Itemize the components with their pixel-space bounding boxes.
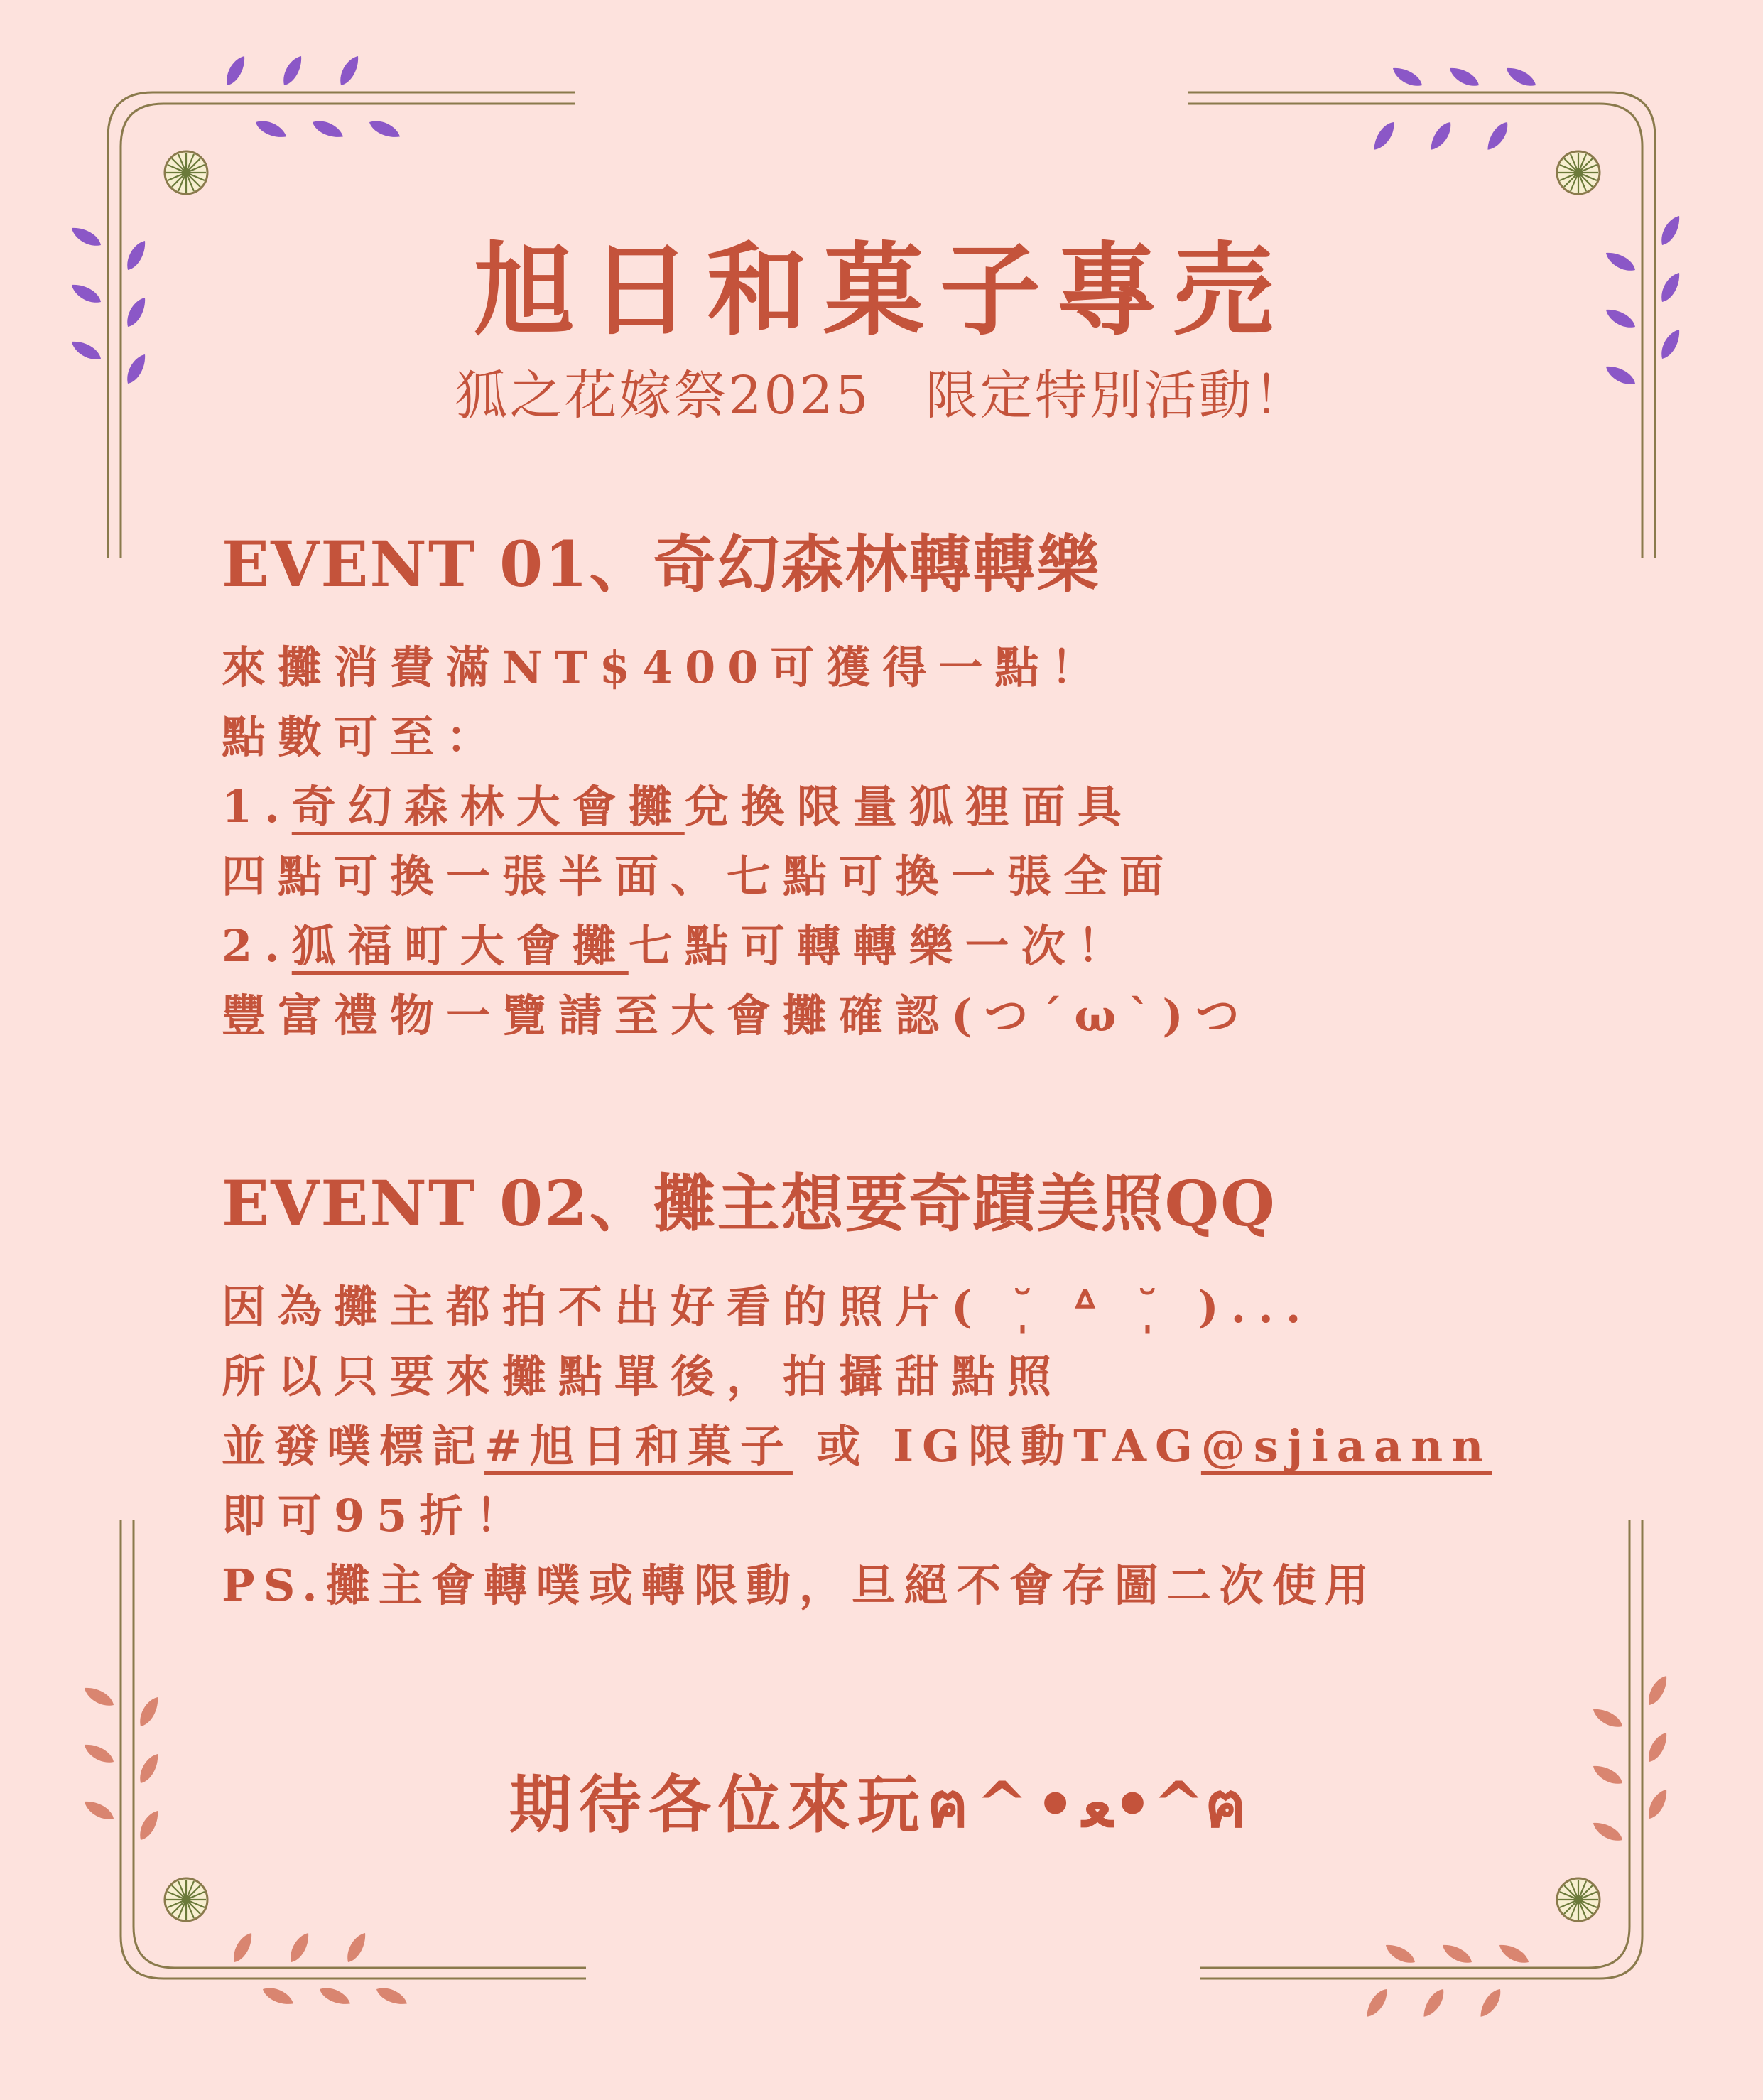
event1-line4: 四點可換一張半面、七點可換一張全面 xyxy=(222,850,1176,902)
event1-venue-link-1: 奇幻森林大會攤 xyxy=(291,781,685,833)
event1-heading-prefix: EVENT 01 xyxy=(222,527,590,601)
event1-line3-prefix: 1. xyxy=(222,781,292,833)
event2-heading xyxy=(222,1154,1276,1244)
event2-line4: 即可95折！ xyxy=(222,1490,532,1542)
event2-heading-separator: 、 xyxy=(589,1167,653,1240)
event1-heading xyxy=(222,515,1100,605)
event1-line2: 點數可至： xyxy=(222,711,503,763)
event2-line5: PS.攤主會轉噗或轉限動，旦絕不會存圖二次使用 xyxy=(222,1559,1377,1611)
event1-line5 xyxy=(222,911,1134,974)
page-subtitle: 狐之花嫁祭2025 限定特別活動！ xyxy=(455,365,1308,426)
page-title: 旭日和菓子專売 xyxy=(474,232,1289,350)
event2-line3 xyxy=(222,1411,1492,1474)
event2-line3-prefix: 並發噗標記 xyxy=(222,1420,485,1472)
event1-line5-rest: 七點可轉轉樂一次！ xyxy=(628,920,1134,972)
event2-line2: 所以只要來攤點單後，拍攝甜點照 xyxy=(222,1351,1064,1402)
event1-venue-link-2: 狐福町大會攤 xyxy=(291,920,629,972)
event2-line1: 因為攤主都拍不出好看的照片( ˘̩̩̩̩̩̩ ᐞ ˘̩̩̩̩̩̩ )... xyxy=(222,1281,1313,1333)
event2-line3-mid: 或 IG限動TAG xyxy=(792,1420,1201,1472)
closing-message: 期待各位來玩ฅ^•ﻌ•^ฅ xyxy=(509,1768,1254,1841)
event2-heading-name: 攤主想要奇蹟美照QQ xyxy=(653,1167,1276,1240)
event1-heading-separator: 、 xyxy=(589,527,653,601)
event1-line1: 來攤消費滿NT$400可獲得一點！ xyxy=(222,642,1107,693)
event1-line5-prefix: 2. xyxy=(222,920,292,972)
event1-line6: 豐富禮物一覽請至大會攤確認(つ´ω`)つ xyxy=(222,990,1252,1041)
event2-ig-handle: @sjiaann xyxy=(1200,1420,1492,1472)
event2-heading-prefix: EVENT 02 xyxy=(222,1167,590,1240)
event1-line3 xyxy=(222,772,1134,835)
event1-heading-name: 奇幻森林轉轉樂 xyxy=(653,527,1101,601)
event1-line3-rest: 兌換限量狐狸面具 xyxy=(684,781,1134,833)
event2-hashtag: #旭日和菓子 xyxy=(484,1420,793,1472)
